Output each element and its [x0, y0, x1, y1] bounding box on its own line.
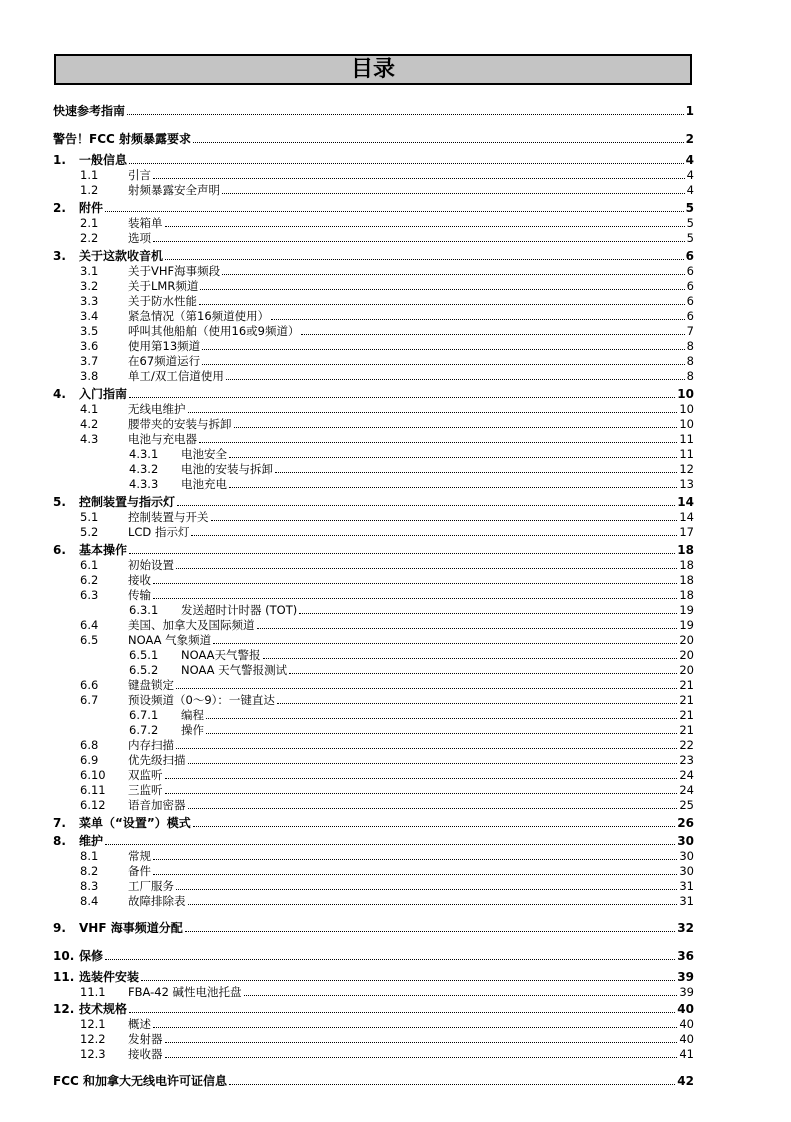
- toc-entry[interactable]: [53, 461, 694, 476]
- toc-entry[interactable]: [53, 416, 694, 431]
- toc-entry-page: 20: [679, 633, 694, 647]
- toc-dot-leader: [199, 304, 685, 305]
- toc-entry-title: 三监听: [128, 783, 163, 797]
- toc-entry-title: 在67频道运行: [128, 354, 201, 368]
- toc-dot-leader: [289, 673, 677, 674]
- toc-dot-leader: [202, 364, 685, 365]
- toc-entry-title: 单工/双工信道使用: [128, 369, 224, 383]
- toc-entry-number: 6.5: [80, 633, 99, 647]
- toc-entry[interactable]: [53, 833, 694, 848]
- toc-entry-number: 4.2: [80, 417, 99, 431]
- toc-entry-title: 接收器: [128, 1047, 163, 1061]
- toc-entry-title: 预设频道（0～9）：一键直达: [128, 693, 275, 707]
- toc-entry[interactable]: [53, 572, 694, 587]
- toc-dot-leader: [301, 334, 684, 335]
- toc-dot-leader: [191, 535, 677, 536]
- toc-entry-title: 电池安全: [181, 447, 227, 461]
- toc-dot-leader: [153, 874, 677, 875]
- toc-entry-page: 25: [679, 798, 694, 812]
- toc-entry-page: 4: [686, 168, 694, 182]
- toc-dot-leader: [129, 1012, 675, 1013]
- toc-entry[interactable]: [53, 248, 694, 263]
- toc-entry-page: 10: [679, 417, 694, 431]
- toc-entry-page: 32: [677, 921, 694, 935]
- toc-dot-leader: [193, 142, 684, 143]
- toc-entry[interactable]: [53, 969, 694, 984]
- toc-entry[interactable]: [53, 215, 694, 230]
- toc-entry-page: 6: [686, 264, 694, 278]
- toc-dot-leader: [129, 397, 675, 398]
- toc-entry-page: 4: [685, 153, 694, 167]
- toc-entry-title: 故障排除表: [128, 894, 186, 908]
- toc-entry-title: 关于这款收音机: [79, 249, 164, 263]
- toc-dot-leader: [105, 959, 675, 960]
- toc-entry[interactable]: [53, 707, 694, 722]
- toc-dot-leader: [200, 289, 684, 290]
- toc-entry-title: 双监听: [128, 768, 163, 782]
- toc-dot-leader: [176, 748, 677, 749]
- toc-entry-page: 24: [679, 783, 694, 797]
- toc-entry-title: 备件: [128, 864, 151, 878]
- toc-entry[interactable]: [53, 263, 694, 278]
- toc-entry[interactable]: [53, 401, 694, 416]
- toc-entry-page: 21: [679, 678, 694, 692]
- toc-dot-leader: [176, 688, 677, 689]
- toc-entry-page: 10: [679, 402, 694, 416]
- toc-entry[interactable]: [53, 692, 694, 707]
- toc-entry-number: 12.1: [80, 1017, 106, 1031]
- toc-dot-leader: [188, 763, 678, 764]
- toc-entry-number: 3.1: [80, 264, 99, 278]
- toc-dot-leader: [263, 658, 678, 659]
- toc-entry-number: 4.3.1: [129, 447, 159, 461]
- toc-dot-leader: [222, 274, 685, 275]
- toc-dot-leader: [176, 568, 677, 569]
- toc-entry[interactable]: [53, 587, 694, 602]
- toc-entry-title: 电池与充电器: [128, 432, 197, 446]
- toc-entry-number: 3.6: [80, 339, 99, 353]
- toc-entry[interactable]: [53, 647, 694, 662]
- toc-entry-number: 3.2: [80, 279, 99, 293]
- toc-dot-leader: [234, 427, 678, 428]
- toc-entry-number: 3.8: [80, 369, 99, 383]
- toc-entry-page: 18: [679, 558, 694, 572]
- toc-entry-page: 1: [685, 104, 694, 118]
- toc-entry-page: 6: [686, 279, 694, 293]
- toc-entry-number: 8.3: [80, 879, 99, 893]
- toc-entry-page: 8: [686, 369, 694, 383]
- toc-entry[interactable]: [53, 984, 694, 999]
- toc-entry-page: 22: [679, 738, 694, 752]
- toc-dot-leader: [244, 995, 678, 996]
- toc-entry-number: 6.6: [80, 678, 99, 692]
- toc-dot-leader: [229, 457, 677, 458]
- toc-dot-leader: [153, 241, 685, 242]
- toc-entry-page: 41: [679, 1047, 694, 1061]
- toc-entry-title: LCD 指示灯: [128, 525, 190, 539]
- toc-entry-page: 10: [677, 387, 694, 401]
- toc-entry[interactable]: [53, 948, 694, 963]
- toc-entry[interactable]: [53, 782, 694, 797]
- toc-entry-title: 入门指南: [79, 387, 128, 401]
- toc-entry-title: NOAA天气警报: [181, 648, 261, 662]
- toc-entry-page: 18: [677, 543, 694, 557]
- toc-entry-title: 编程: [181, 708, 204, 722]
- toc-entry-page: 20: [679, 648, 694, 662]
- toc-entry[interactable]: [53, 200, 694, 215]
- toc-entry-number: 6.3: [80, 588, 99, 602]
- toc-entry-number: 2.: [53, 201, 66, 215]
- toc-entry-title: 操作: [181, 723, 204, 737]
- toc-entry[interactable]: [53, 722, 694, 737]
- toc-entry-number: 3.7: [80, 354, 99, 368]
- toc-entry-title: 附件: [79, 201, 104, 215]
- toc-entry-page: 8: [686, 339, 694, 353]
- toc-entry-page: 21: [679, 723, 694, 737]
- toc-dot-leader: [153, 1027, 677, 1028]
- toc-entry-title: 快速参考指南: [53, 104, 126, 118]
- toc-entry-title: 基本操作: [79, 543, 128, 557]
- toc-entry-title: 无线电维护: [128, 402, 186, 416]
- toc-entry-title: 引言: [128, 168, 151, 182]
- toc-dot-leader: [165, 226, 685, 227]
- toc-entry[interactable]: [53, 542, 694, 557]
- toc-entry-number: 6.9: [80, 753, 99, 767]
- toc-entry[interactable]: [53, 152, 694, 167]
- toc-dot-leader: [229, 487, 677, 488]
- toc-entry-number: 7.: [53, 816, 66, 830]
- toc-dot-leader: [177, 505, 675, 506]
- toc-entry-title: 发送超时计时器 (TOT): [181, 603, 298, 617]
- toc-entry-page: 36: [677, 949, 694, 963]
- toc-entry-number: 3.5: [80, 324, 99, 338]
- toc-entry-title: VHF 海事频道分配: [79, 921, 183, 935]
- toc-entry[interactable]: [53, 103, 694, 118]
- toc-entry-title: 装箱单: [128, 216, 163, 230]
- toc-entry-page: 13: [679, 477, 694, 491]
- toc-dot-leader: [153, 598, 677, 599]
- toc-entry-page: 5: [686, 216, 694, 230]
- toc-dot-leader: [153, 178, 685, 179]
- toc-entry-title: 警告！FCC 射频暴露要求: [53, 132, 191, 146]
- toc-entry-page: 40: [679, 1017, 694, 1031]
- toc-entry[interactable]: [53, 446, 694, 461]
- toc-entry-page: 30: [679, 864, 694, 878]
- toc-entry-title: 键盘锁定: [128, 678, 174, 692]
- toc-entry[interactable]: [53, 1016, 694, 1031]
- toc-dot-leader: [188, 904, 678, 905]
- toc-dot-leader: [206, 718, 677, 719]
- toc-entry-number: 4.: [53, 387, 66, 401]
- toc-entry[interactable]: [53, 662, 694, 677]
- toc-dot-leader: [222, 193, 685, 194]
- toc-entry[interactable]: [53, 386, 694, 401]
- toc-entry-title: 电池的安装与拆卸: [181, 462, 273, 476]
- toc-entry-page: 17: [679, 525, 694, 539]
- toc-entry-page: 23: [679, 753, 694, 767]
- toc-entry-page: 21: [679, 693, 694, 707]
- toc-entry[interactable]: [53, 893, 694, 908]
- toc-dot-leader: [213, 643, 677, 644]
- toc-entry-number: 11.1: [80, 985, 106, 999]
- toc-dot-leader: [199, 442, 677, 443]
- toc-entry-number: 4.3.2: [129, 462, 159, 476]
- toc-dot-leader: [165, 793, 678, 794]
- toc-entry-page: 20: [679, 663, 694, 677]
- toc-entry[interactable]: [53, 494, 694, 509]
- toc-entry-page: 2: [685, 132, 694, 146]
- toc-entry-title: 内存扫描: [128, 738, 174, 752]
- toc-dot-leader: [211, 520, 678, 521]
- toc-entry-number: 5.1: [80, 510, 99, 524]
- toc-entry[interactable]: [53, 524, 694, 539]
- toc-dot-leader: [141, 980, 675, 981]
- toc-entry-number: 6.10: [80, 768, 106, 782]
- toc-entry-page: 12: [679, 462, 694, 476]
- toc-entry-page: 40: [679, 1032, 694, 1046]
- toc-entry-page: 6: [685, 249, 694, 263]
- toc-entry-title: 美国、加拿大及国际频道: [128, 618, 255, 632]
- toc-entry-number: 8.: [53, 834, 66, 848]
- toc-entry-title: 接收: [128, 573, 151, 587]
- toc-entry[interactable]: [53, 767, 694, 782]
- toc-entry-page: 19: [679, 603, 694, 617]
- toc-entry-number: 1.2: [80, 183, 99, 197]
- toc-entry-page: 21: [679, 708, 694, 722]
- toc-entry-page: 30: [679, 849, 694, 863]
- toc-entry-title: 初始设置: [128, 558, 174, 572]
- toc-entry-number: 8.4: [80, 894, 99, 908]
- toc-dot-leader: [165, 778, 678, 779]
- toc-entry-title: 使用第13频道: [128, 339, 201, 353]
- toc-entry-number: 10.: [53, 949, 75, 963]
- toc-entry-title: 射频暴露安全声明: [128, 183, 220, 197]
- toc-entry-page: 42: [677, 1074, 694, 1088]
- toc-entry-title: 紧急情况（第16频道使用）: [128, 309, 270, 323]
- toc-entry-number: 6.7.1: [129, 708, 159, 722]
- toc-entry-page: 5: [685, 201, 694, 215]
- toc-entry[interactable]: [53, 617, 694, 632]
- toc-entry-number: 4.1: [80, 402, 99, 416]
- toc-entry-number: 2.2: [80, 231, 99, 245]
- toc-dot-leader: [153, 583, 677, 584]
- toc-entry-page: 6: [686, 294, 694, 308]
- toc-entry-page: 40: [677, 1002, 694, 1016]
- toc-dot-leader: [229, 1084, 675, 1085]
- toc-entry-number: 6.12: [80, 798, 106, 812]
- toc-dot-leader: [202, 349, 685, 350]
- toc-entry-number: 2.1: [80, 216, 99, 230]
- toc-dot-leader: [257, 628, 678, 629]
- toc-entry[interactable]: [53, 230, 694, 245]
- toc-entry-number: 4.3: [80, 432, 99, 446]
- toc-entry[interactable]: [53, 815, 694, 830]
- toc-entry-page: 31: [679, 894, 694, 908]
- toc-dot-leader: [165, 259, 684, 260]
- toc-entry-page: 7: [686, 324, 694, 338]
- toc-dot-leader: [299, 613, 677, 614]
- toc-dot-leader: [271, 319, 685, 320]
- toc-entry-number: 3.3: [80, 294, 99, 308]
- toc-entry-number: 8.1: [80, 849, 99, 863]
- toc-dot-leader: [165, 1042, 678, 1043]
- toc-entry[interactable]: [53, 878, 694, 893]
- toc-entry-number: 9.: [53, 921, 66, 935]
- toc-entry-title: NOAA 天气警报测试: [181, 663, 288, 677]
- toc-entry[interactable]: [53, 920, 694, 935]
- toc-entry[interactable]: [53, 1073, 694, 1088]
- toc-entry-page: 8: [686, 354, 694, 368]
- toc-entry-title: 技术规格: [79, 1002, 128, 1016]
- toc-entry-page: 39: [677, 970, 694, 984]
- toc-entry-title: 关于防水性能: [128, 294, 197, 308]
- toc-entry-number: 6.4: [80, 618, 99, 632]
- toc-dot-leader: [226, 379, 685, 380]
- toc-entry-number: 3.4: [80, 309, 99, 323]
- toc-dot-leader: [153, 859, 677, 860]
- toc-dot-leader: [277, 703, 677, 704]
- toc-entry[interactable]: [53, 797, 694, 812]
- toc-entry-title: 一般信息: [79, 153, 128, 167]
- toc-dot-leader: [129, 163, 684, 164]
- toc-entry-title: 呼叫其他船舶（使用16或9频道）: [128, 324, 300, 338]
- toc-entry[interactable]: [53, 431, 694, 446]
- toc-entry-title: FCC 和加拿大无线电许可证信息: [53, 1074, 227, 1088]
- toc-dot-leader: [206, 733, 677, 734]
- toc-entry-title: 工厂服务: [128, 879, 174, 893]
- toc-entry-title: 电池充电: [181, 477, 227, 491]
- toc-entry-number: 6.: [53, 543, 66, 557]
- toc-dot-leader: [127, 114, 684, 115]
- toc-entry-title: 语音加密器: [128, 798, 186, 812]
- toc-entry-page: 39: [679, 985, 694, 999]
- toc-entry-number: 6.8: [80, 738, 99, 752]
- toc-entry-title: 控制装置与指示灯: [79, 495, 176, 509]
- toc-entry[interactable]: [53, 1001, 694, 1016]
- toc-entry-page: 5: [686, 231, 694, 245]
- toc-entry-number: 6.2: [80, 573, 99, 587]
- toc-entry-title: 传输: [128, 588, 151, 602]
- toc-entry[interactable]: [53, 752, 694, 767]
- toc-entry-page: 14: [679, 510, 694, 524]
- toc-entry-page: 18: [679, 573, 694, 587]
- toc-entry-number: 6.3.1: [129, 603, 159, 617]
- toc-title: 目录: [54, 54, 692, 85]
- toc-entry-page: 14: [677, 495, 694, 509]
- toc-entry[interactable]: [53, 323, 694, 338]
- toc-entry-title: FBA-42 碱性电池托盘: [128, 985, 242, 999]
- toc-entry-title: NOAA 气象频道: [128, 633, 212, 647]
- toc-entry-title: 常规: [128, 849, 151, 863]
- toc-entry-number: 4.3.3: [129, 477, 159, 491]
- toc-entry[interactable]: [53, 1046, 694, 1061]
- toc-entry[interactable]: [53, 368, 694, 383]
- toc-entry[interactable]: [53, 737, 694, 752]
- toc-entry-title: 菜单（“设置”）模式: [79, 816, 191, 830]
- toc-entry[interactable]: [53, 293, 694, 308]
- toc-entry[interactable]: [53, 602, 694, 617]
- toc-entry-title: 腰带夹的安装与拆卸: [128, 417, 232, 431]
- toc-entry-number: 12.2: [80, 1032, 106, 1046]
- toc-entry-number: 12.: [53, 1002, 75, 1016]
- toc-entry-page: 31: [679, 879, 694, 893]
- toc-entry[interactable]: [53, 308, 694, 323]
- toc-entry[interactable]: [53, 509, 694, 524]
- toc-dot-leader: [129, 553, 675, 554]
- toc-entry-number: 6.11: [80, 783, 106, 797]
- toc-entry[interactable]: [53, 677, 694, 692]
- toc-dot-leader: [176, 889, 677, 890]
- toc-dot-leader: [188, 808, 678, 809]
- toc-entry-number: 5.: [53, 495, 66, 509]
- toc-dot-leader: [105, 211, 684, 212]
- toc-entry[interactable]: [53, 557, 694, 572]
- toc-entry-number: 3.: [53, 249, 66, 263]
- toc-entry-title: 发射器: [128, 1032, 163, 1046]
- toc-entry[interactable]: [53, 131, 694, 146]
- toc-entry-title: 选项: [128, 231, 151, 245]
- toc-entry[interactable]: [53, 353, 694, 368]
- toc-entry-title: 选装件安装: [79, 970, 140, 984]
- toc-entry-title: 维护: [79, 834, 104, 848]
- toc-dot-leader: [193, 826, 676, 827]
- toc-dot-leader: [185, 931, 676, 932]
- toc-entry-number: 8.2: [80, 864, 99, 878]
- toc-entry-page: 30: [677, 834, 694, 848]
- toc-entry[interactable]: [53, 1031, 694, 1046]
- toc-entry[interactable]: [53, 338, 694, 353]
- toc-entry[interactable]: [53, 848, 694, 863]
- toc-entry[interactable]: [53, 863, 694, 878]
- toc-entry-page: 26: [677, 816, 694, 830]
- toc-entry-page: 11: [679, 432, 694, 446]
- toc-dot-leader: [275, 472, 677, 473]
- toc-entry-page: 11: [679, 447, 694, 461]
- toc-entry-number: 11.: [53, 970, 75, 984]
- toc-entry-title: 概述: [128, 1017, 151, 1031]
- toc-entry-number: 6.1: [80, 558, 99, 572]
- toc-entry-number: 1.1: [80, 168, 99, 182]
- toc-entry-title: 保修: [79, 949, 104, 963]
- toc-entry-number: 12.3: [80, 1047, 106, 1061]
- toc-entry-page: 4: [686, 183, 694, 197]
- toc-entry-number: 5.2: [80, 525, 99, 539]
- toc-entry-number: 1.: [53, 153, 66, 167]
- toc-entry-page: 6: [686, 309, 694, 323]
- toc-dot-leader: [188, 412, 678, 413]
- toc-entry[interactable]: [53, 278, 694, 293]
- toc-entry[interactable]: [53, 182, 694, 197]
- toc-entry-number: 6.5.2: [129, 663, 159, 677]
- toc-entry-page: 18: [679, 588, 694, 602]
- toc-entry-number: 6.7.2: [129, 723, 159, 737]
- toc-entry-number: 6.7: [80, 693, 99, 707]
- toc-entry-title: 关于LMR频道: [128, 279, 199, 293]
- toc-entry-title: 控制装置与开关: [128, 510, 209, 524]
- toc-entry-page: 24: [679, 768, 694, 782]
- toc-entry[interactable]: [53, 167, 694, 182]
- toc-dot-leader: [105, 844, 675, 845]
- toc-entry-page: 19: [679, 618, 694, 632]
- toc-entry-title: 关于VHF海事频段: [128, 264, 221, 278]
- toc-entry-number: 6.5.1: [129, 648, 159, 662]
- toc-dot-leader: [165, 1057, 678, 1058]
- toc-entry-title: 优先级扫描: [128, 753, 186, 767]
- toc-entry[interactable]: [53, 476, 694, 491]
- toc-entry[interactable]: [53, 632, 694, 647]
